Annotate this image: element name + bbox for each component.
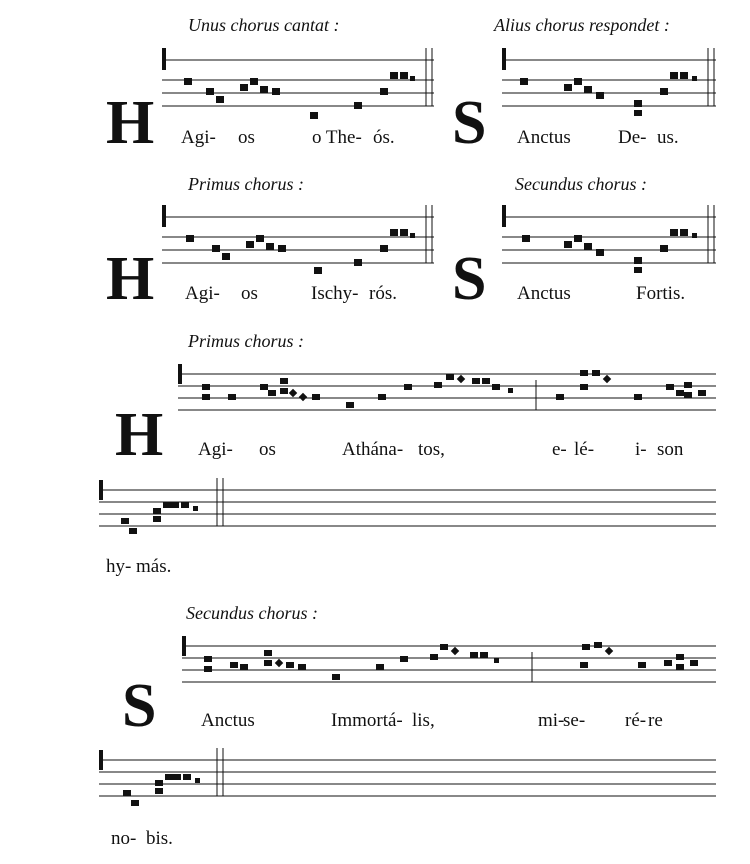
lyric-syllable: Fortis. bbox=[636, 283, 686, 304]
neumes bbox=[202, 370, 706, 408]
clef-icon bbox=[502, 205, 506, 227]
neumes bbox=[184, 72, 415, 119]
lyric-syllable: rós. bbox=[369, 283, 397, 304]
lyric-syllable: De- bbox=[618, 127, 647, 148]
lyric-syllable: mi- bbox=[538, 710, 565, 731]
double-bar bbox=[708, 205, 714, 263]
staff-lines bbox=[162, 60, 434, 106]
neumes bbox=[186, 229, 415, 274]
lyric-syllable: Agi- bbox=[181, 127, 216, 148]
lyric-syllable: re bbox=[648, 710, 663, 731]
music-staff bbox=[160, 205, 436, 265]
rubric-s1-right: Alius chorus respondet : bbox=[494, 15, 670, 35]
initial-s: S bbox=[452, 89, 487, 157]
lyric-syllable: tos, bbox=[418, 439, 445, 460]
lyric-syllable: os bbox=[238, 127, 255, 148]
staff-lines bbox=[502, 217, 716, 263]
initial-h: H bbox=[115, 401, 164, 469]
lyric-syllable: bis. bbox=[146, 828, 173, 849]
lyric-syllable: os bbox=[241, 283, 258, 304]
lyric-syllable: ré- bbox=[625, 710, 647, 731]
lyric-syllable: Anctus bbox=[201, 710, 255, 731]
music-staff bbox=[97, 748, 718, 810]
neumes bbox=[204, 642, 698, 680]
clef-icon bbox=[99, 750, 103, 770]
lyric-syllable: e- bbox=[552, 439, 567, 460]
clef-icon bbox=[502, 48, 506, 70]
music-staff bbox=[500, 48, 718, 108]
initial-s: S bbox=[452, 245, 487, 313]
clef-icon bbox=[162, 205, 166, 227]
music-staff bbox=[176, 362, 718, 422]
lyric-syllable: Agi- bbox=[185, 283, 220, 304]
double-bar bbox=[708, 48, 714, 106]
lyric-syllable: Anctus bbox=[517, 283, 571, 304]
lyric-syllable: son bbox=[657, 439, 684, 460]
rubric-s4: Secundus chorus : bbox=[186, 603, 318, 623]
music-staff bbox=[160, 48, 436, 108]
music-staff bbox=[500, 205, 718, 265]
staff-lines bbox=[99, 760, 716, 796]
lyric-syllable: Agi- bbox=[198, 439, 233, 460]
lyric-syllable: ós. bbox=[373, 127, 395, 148]
initial-h: H bbox=[106, 89, 155, 157]
clef-icon bbox=[162, 48, 166, 70]
music-staff bbox=[180, 634, 718, 694]
lyric-syllable: i- bbox=[635, 439, 647, 460]
neumes bbox=[520, 72, 697, 116]
staff-lines bbox=[502, 60, 716, 106]
double-bar bbox=[426, 48, 432, 106]
rubric-s3: Primus chorus : bbox=[188, 331, 304, 351]
neumes bbox=[121, 502, 198, 534]
lyric-syllable: Anctus bbox=[517, 127, 571, 148]
lyric-syllable: no- bbox=[111, 828, 137, 849]
lyric-syllable: Ischy- bbox=[311, 283, 359, 304]
clef-icon bbox=[182, 636, 186, 656]
clef-icon bbox=[99, 480, 103, 500]
music-staff bbox=[97, 478, 718, 538]
lyric-syllable: Athána- bbox=[342, 439, 404, 460]
lyric-syllable: os bbox=[259, 439, 276, 460]
initial-h: H bbox=[106, 245, 155, 313]
staff-lines bbox=[99, 490, 716, 526]
neumes bbox=[522, 229, 697, 273]
staff-lines bbox=[182, 646, 716, 682]
initial-s: S bbox=[122, 672, 157, 740]
lyric-syllable: Immortá- bbox=[331, 710, 403, 731]
neumes bbox=[123, 774, 200, 806]
lyric-syllable: se- bbox=[563, 710, 586, 731]
lyric-syllable: lis, bbox=[412, 710, 435, 731]
clef-icon bbox=[178, 364, 182, 384]
lyric-syllable: us. bbox=[657, 127, 679, 148]
rubric-s2-left: Primus chorus : bbox=[188, 174, 304, 194]
staff-lines bbox=[162, 217, 434, 263]
lyric-syllable: más. bbox=[136, 556, 172, 577]
lyric-syllable: o The- bbox=[312, 127, 362, 148]
rubric-s1-left: Unus chorus cantat : bbox=[188, 15, 340, 35]
lyric-syllable: hy- bbox=[106, 556, 132, 577]
double-bar bbox=[426, 205, 432, 263]
rubric-s2-right: Secundus chorus : bbox=[515, 174, 647, 194]
lyric-syllable: lé- bbox=[574, 439, 595, 460]
